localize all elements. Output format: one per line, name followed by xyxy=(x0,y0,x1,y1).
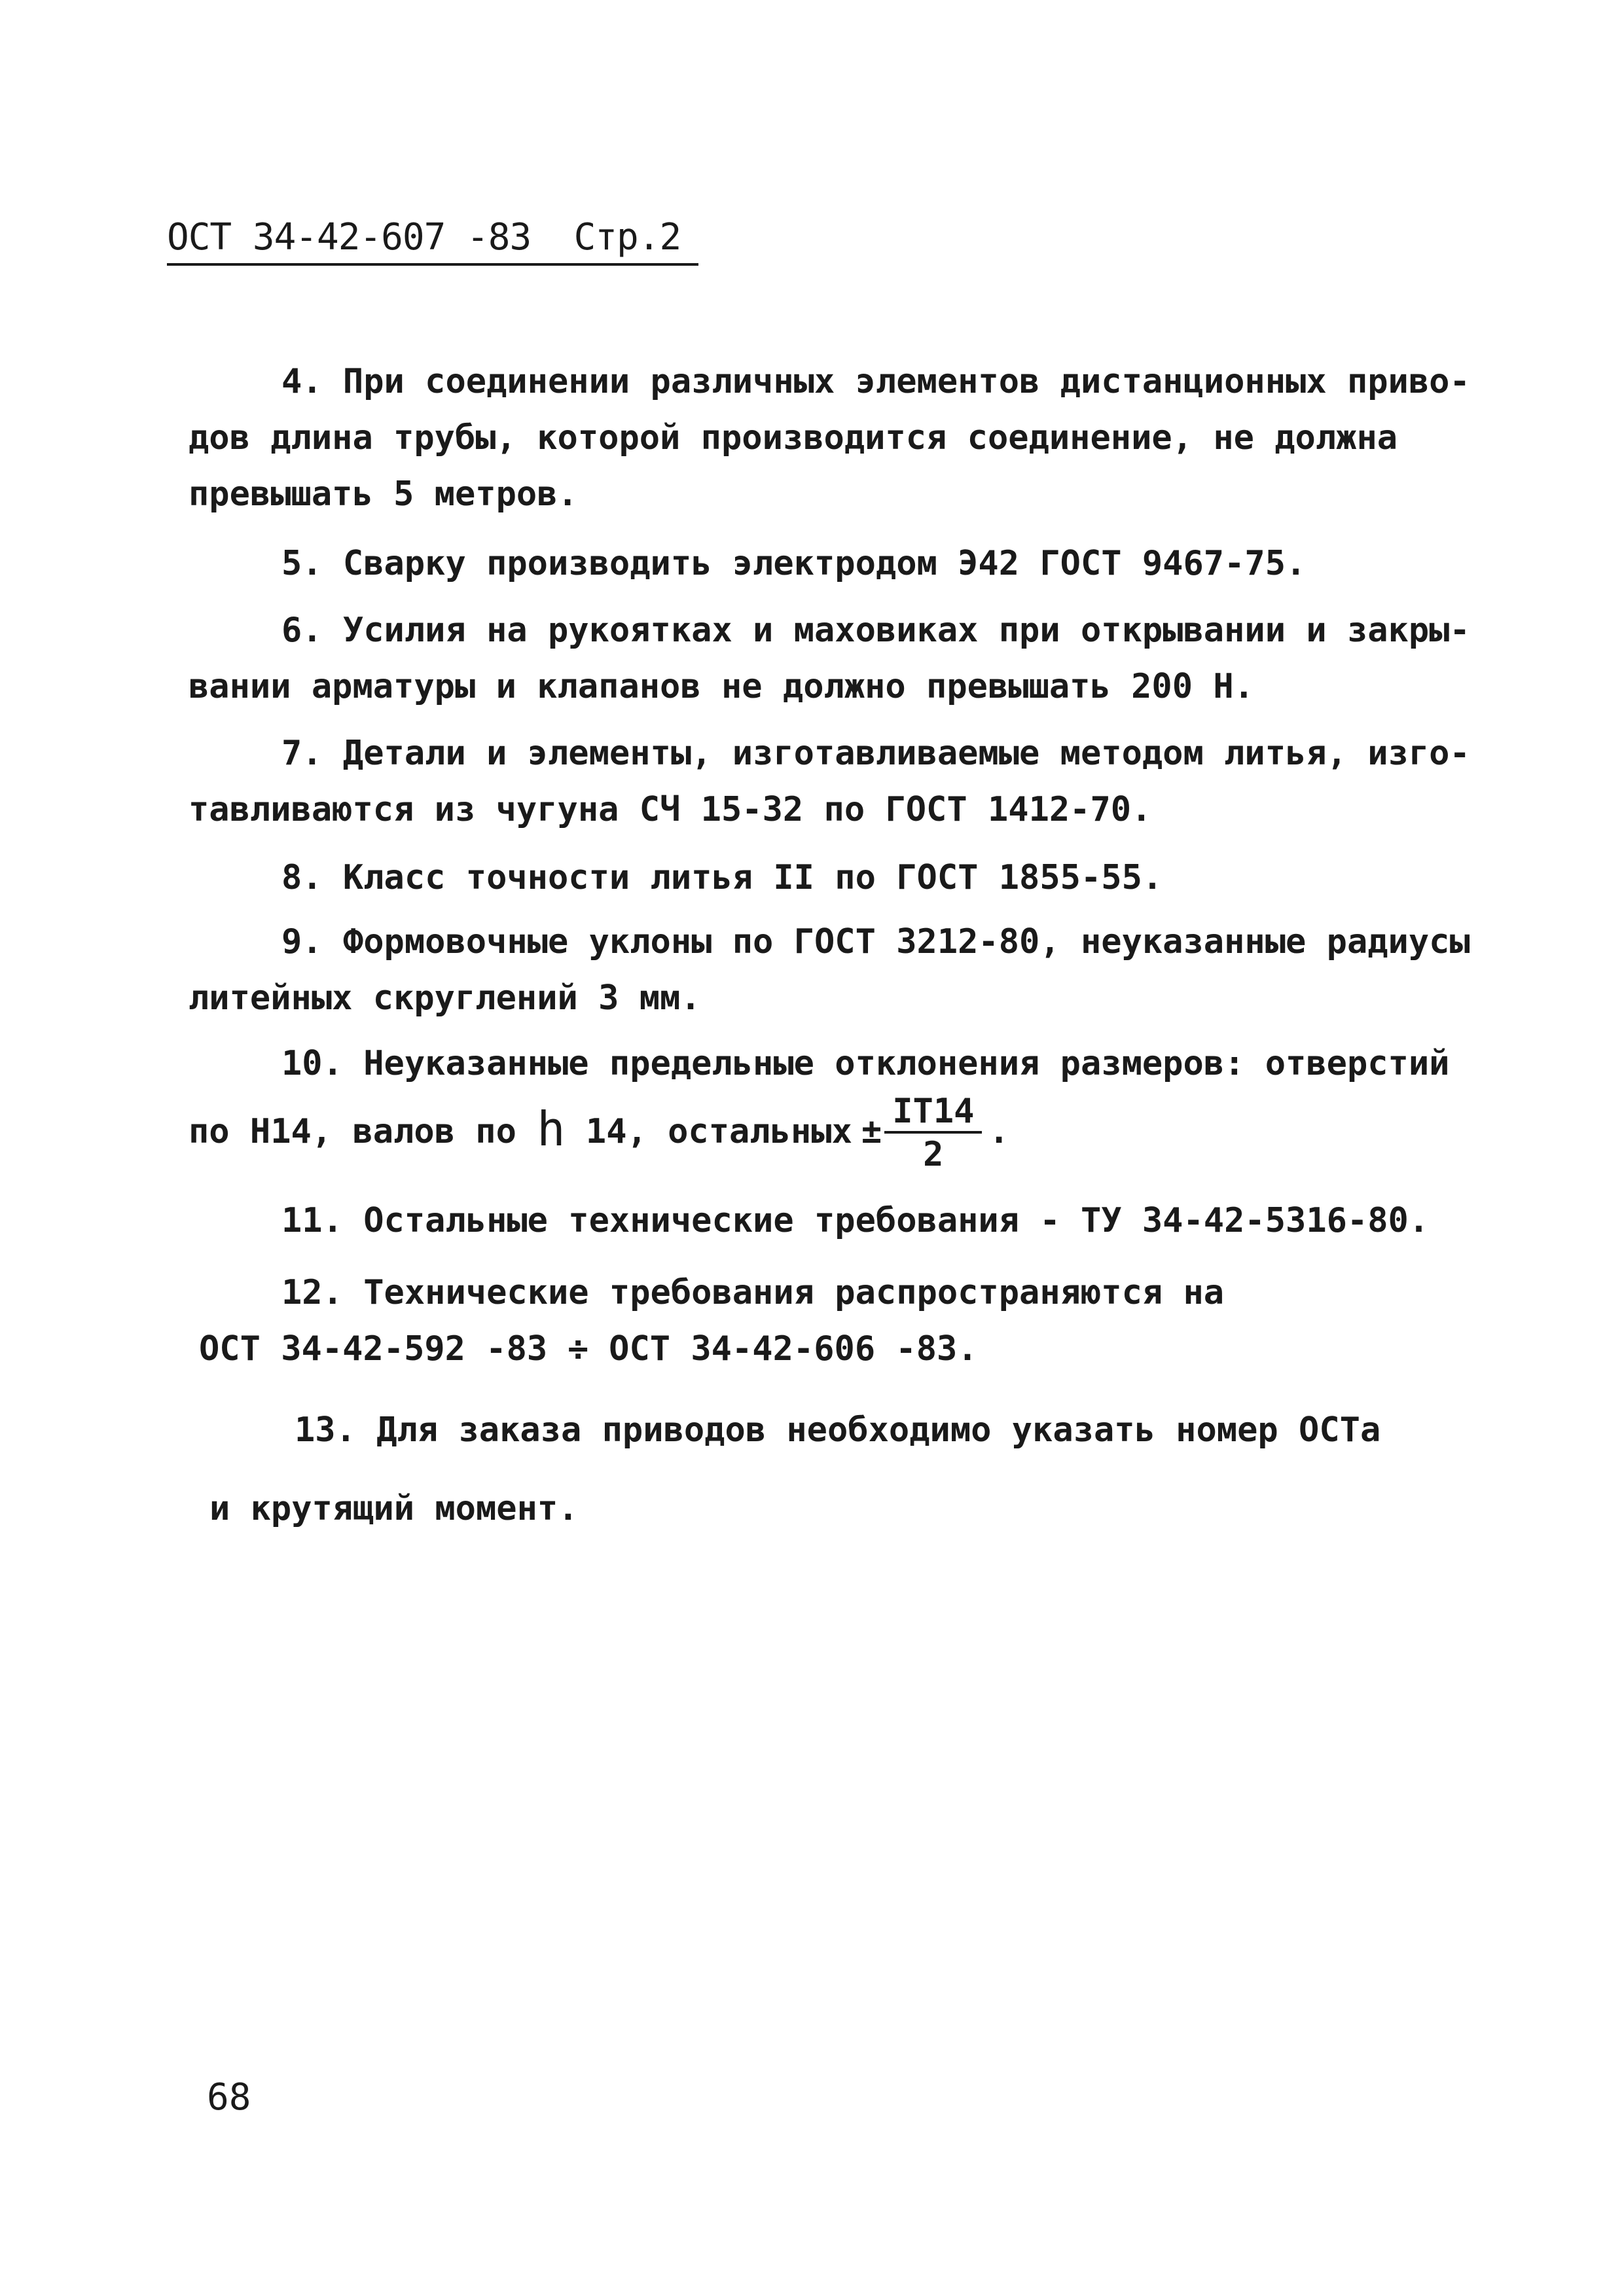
item-5 xyxy=(189,535,1406,592)
item-13 xyxy=(189,1402,1406,1537)
item-9 xyxy=(189,914,1470,1026)
item-10 xyxy=(189,1035,1450,1175)
page-header xyxy=(167,208,698,267)
shaft-tolerance-symbol: h xyxy=(537,1102,566,1157)
standard-code: ОСТ 34-42-607 -83 xyxy=(167,216,532,259)
tolerance-fraction xyxy=(884,1092,982,1175)
item-6-line-2: вании арматуры и клапанов не должно превышать 200 Н. xyxy=(189,667,1254,706)
item-6-line-1: 6. Усилия на рукоятках и маховиках при открывании и закры- xyxy=(281,611,1470,650)
item-12-line-1: 12. Технические требования распространяются на xyxy=(281,1273,1225,1312)
item-11 xyxy=(189,1193,1430,1249)
item-12 xyxy=(189,1265,1406,1377)
item-11-line-1: 11. Остальные технические требования - ТУ 34-42-5316-80. xyxy=(281,1201,1430,1240)
fraction-numerator: IT14 xyxy=(884,1092,982,1134)
item-10-text-b: 14, остальных xyxy=(585,1112,852,1151)
item-5-line-1: 5. Сварку производить электродом Э42 ГОСТ 9467-75. xyxy=(281,544,1307,583)
item-10-text-a: по Н14, валов по xyxy=(189,1112,516,1151)
item-4-line-1: 4. При соединении различных элементов дистанционных приво- xyxy=(281,362,1470,401)
item-12-line-2: ОСТ 34-42-592 -83 ÷ ОСТ 34-42-606 -83. xyxy=(199,1329,978,1369)
item-13-line-1: 13. Для заказа приводов необходимо указать номер ОСТа xyxy=(295,1410,1381,1450)
item-10-line-2 xyxy=(189,1092,1406,1175)
item-7-line-1: 7. Детали и элементы, изготавливаемые методом литья, изго- xyxy=(281,734,1470,773)
page-number: 68 xyxy=(207,2076,251,2119)
item-4-line-3: превышать 5 метров. xyxy=(189,475,578,514)
item-10-line-1: 10. Неуказанные предельные отклонения размеров: отверстий xyxy=(281,1044,1450,1083)
item-4 xyxy=(189,353,1470,522)
plus-minus-sign: ± xyxy=(861,1112,882,1151)
item-4-line-2: дов длина трубы, которой производится соединение, не должна xyxy=(189,418,1398,457)
item-8-line-1: 8. Класс точности литья II по ГОСТ 1855-55. xyxy=(281,858,1163,897)
fraction-denominator: 2 xyxy=(923,1135,944,1174)
item-9-line-1: 9. Формовочные уклоны по ГОСТ 3212-80, неуказанные радиусы xyxy=(281,922,1470,961)
header-underline xyxy=(167,263,698,266)
item-13-line-2: и крутящий момент. xyxy=(209,1489,579,1528)
item-7-line-2: тавливаются из чугуна СЧ 15-32 по ГОСТ 1412-70. xyxy=(189,790,1152,829)
item-6 xyxy=(189,602,1470,715)
item-9-line-2: литейных скруглений 3 мм. xyxy=(189,978,701,1018)
item-7 xyxy=(189,725,1470,838)
page-label: Стр.2 xyxy=(573,216,681,259)
item-10-end: . xyxy=(988,1112,1009,1151)
item-8 xyxy=(189,850,1406,906)
